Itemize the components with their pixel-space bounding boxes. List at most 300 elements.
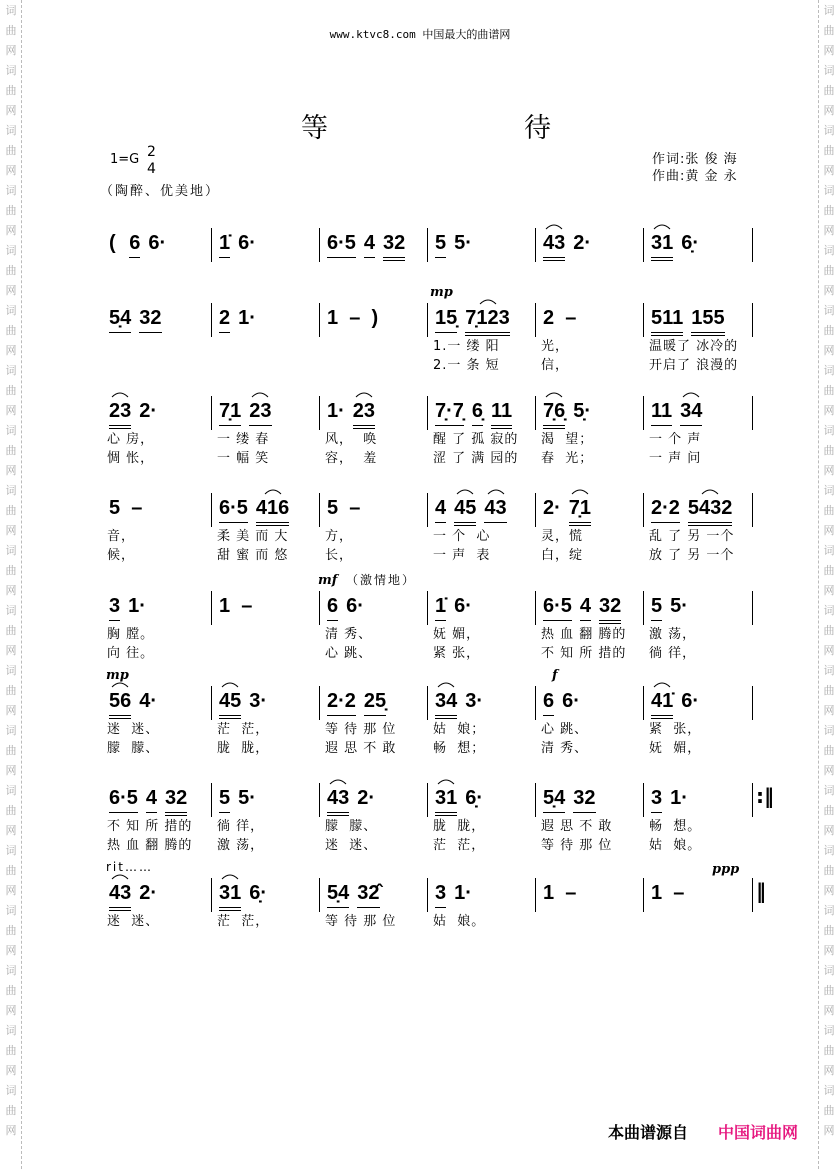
note-group: 6 xyxy=(543,690,554,716)
lyric-text: 徜 徉， xyxy=(649,646,697,661)
barline xyxy=(427,493,428,527)
title-char-2: 待 xyxy=(524,113,551,144)
measure xyxy=(435,787,491,817)
slur-mark xyxy=(571,488,589,495)
note-group: 32 xyxy=(573,787,595,813)
watermark-char: 词 xyxy=(5,664,17,677)
slur-mark xyxy=(264,488,282,495)
lyric-text: 温暖了 冰冷的 xyxy=(649,339,739,354)
watermark-char: 网 xyxy=(823,704,835,717)
watermark-char: 词 xyxy=(823,364,835,377)
barline xyxy=(535,878,536,912)
watermark-char: 网 xyxy=(5,164,17,177)
note-group: 23 xyxy=(109,400,131,429)
watermark-char: 曲 xyxy=(5,564,17,577)
note-group: 5̣4 xyxy=(109,307,131,333)
slur-mark xyxy=(355,391,373,398)
note-group: 6· xyxy=(238,232,256,254)
lyric-text: 乱 了 另 一个 xyxy=(649,529,735,544)
slur-mark xyxy=(701,488,719,495)
watermark-char: 词 xyxy=(823,544,835,557)
lyric-text: 信， xyxy=(541,358,570,373)
measure xyxy=(219,307,264,337)
watermark-char: 词 xyxy=(5,724,17,737)
barline xyxy=(427,686,428,720)
note-group: 6̣ xyxy=(472,400,483,426)
lyric-text: 紧 张， xyxy=(433,646,481,661)
watermark-char: 词 xyxy=(5,484,17,497)
lyric-text: 甜 蜜 而 悠 xyxy=(217,548,289,563)
measure xyxy=(327,882,388,912)
watermark-char: 网 xyxy=(5,464,17,477)
watermark-char: 曲 xyxy=(823,384,835,397)
note-group: 6̣· xyxy=(249,882,268,904)
lyric-text: 畅 想； xyxy=(433,741,486,756)
note-group: 4 xyxy=(364,232,375,258)
footer-source-site[interactable]: 中国词曲网 xyxy=(718,1123,799,1142)
site-header: www.ktvc8.com 中国最大的曲谱网 xyxy=(329,28,511,41)
watermark-char: 词 xyxy=(5,4,17,17)
watermark-char: 网 xyxy=(823,1064,835,1077)
note-group: 5 xyxy=(219,787,230,813)
note-group: 6̣· xyxy=(465,787,484,809)
watermark-char: 网 xyxy=(5,224,17,237)
note-group: 11 xyxy=(651,400,672,426)
note-group: 3· xyxy=(465,690,484,712)
slur-mark xyxy=(545,391,563,398)
barline xyxy=(752,686,753,720)
watermark-char: 词 xyxy=(823,604,835,617)
dynamic-mark: mf xyxy=(318,573,338,588)
time-sig-bottom: 4 xyxy=(147,161,156,177)
barline xyxy=(535,303,536,337)
barline xyxy=(643,493,644,527)
watermark-char: 网 xyxy=(5,1124,17,1137)
lyric-text: 清 秀、 xyxy=(541,741,589,756)
lyric-text: 遐 思 不 敢 xyxy=(541,819,613,834)
note-group: 1· xyxy=(327,400,345,422)
lyric-text: 迷 迷、 xyxy=(325,838,378,853)
watermark-char: 词 xyxy=(5,1024,17,1037)
lyric-text: 醒 了 孤 寂的 xyxy=(433,432,519,447)
note-group: 6̣· xyxy=(681,232,700,254)
watermark-char: 词 xyxy=(823,124,835,137)
watermark-char: 词 xyxy=(5,784,17,797)
watermark-char: 网 xyxy=(5,1064,17,1077)
time-sig-top: 2 xyxy=(147,144,156,160)
note-group: 2 – xyxy=(543,307,577,329)
barline xyxy=(427,396,428,430)
watermark-char: 词 xyxy=(5,424,17,437)
watermark-char: 曲 xyxy=(5,1044,17,1057)
barline xyxy=(643,783,644,817)
measure xyxy=(219,232,264,262)
barline xyxy=(752,396,753,430)
note-group: 23 xyxy=(249,400,271,426)
watermark-char: 词 xyxy=(823,1084,835,1097)
lyric-text: 心 跳、 xyxy=(541,722,589,737)
watermark-char: 词 xyxy=(5,364,17,377)
barline xyxy=(211,303,212,337)
slur-mark xyxy=(653,223,671,230)
lyric-text: 放 了 另 一个 xyxy=(649,548,735,563)
slur-mark xyxy=(437,681,455,688)
note-group: 32̂ xyxy=(357,882,379,908)
note-group: 416 xyxy=(256,497,289,526)
barline xyxy=(535,591,536,625)
title-char-1: 等 xyxy=(301,113,328,144)
note-group: 1̇ xyxy=(435,595,446,621)
lyricist-credit: 作词:张 俊 海 xyxy=(652,152,738,167)
watermark-char: 曲 xyxy=(5,924,17,937)
note-group: 1̇ xyxy=(219,232,230,258)
lyric-text: 激 荡， xyxy=(217,838,265,853)
watermark-char: 网 xyxy=(5,704,17,717)
measure xyxy=(651,400,710,430)
barline xyxy=(211,878,212,912)
watermark-char: 网 xyxy=(823,164,835,177)
slur-mark xyxy=(221,873,239,880)
watermark-char: 网 xyxy=(5,104,17,117)
watermark-char: 网 xyxy=(5,344,17,357)
barline xyxy=(319,493,320,527)
measure xyxy=(651,232,707,262)
note-group: 43 xyxy=(327,787,349,816)
measure xyxy=(435,690,491,720)
footer-source-label: 本曲谱源自 xyxy=(608,1123,689,1142)
measure xyxy=(651,595,696,625)
watermark-char: 曲 xyxy=(823,144,835,157)
lyric-text: 遐 思 不 敢 xyxy=(325,741,397,756)
note-group: 4 xyxy=(435,497,446,523)
watermark-char: 词 xyxy=(823,904,835,917)
lyric-text: 不 知 所 措的 xyxy=(541,646,627,661)
lyric-text: 一 缕 春 xyxy=(217,432,270,447)
measure xyxy=(219,595,260,625)
note-group: 1 – ) xyxy=(327,307,379,329)
measure xyxy=(651,497,740,527)
margin-line-left xyxy=(21,0,22,1169)
note-group: 2·2 xyxy=(327,690,356,716)
watermark-char: 词 xyxy=(823,664,835,677)
barline xyxy=(211,686,212,720)
measure xyxy=(651,307,733,337)
lyric-text: 惆 怅， xyxy=(107,451,155,466)
watermark-char: 词 xyxy=(823,424,835,437)
lyric-text: 心 房， xyxy=(107,432,155,447)
watermark-char: 词 xyxy=(823,844,835,857)
note-group: 31 xyxy=(219,882,241,911)
note-group: 5̣· xyxy=(573,400,592,422)
lyric-text: 迷 迷、 xyxy=(107,914,160,929)
watermark-char: 网 xyxy=(5,44,17,57)
watermark-char: 曲 xyxy=(823,24,835,37)
note-group: 6 xyxy=(129,232,140,258)
watermark-char: 网 xyxy=(823,104,835,117)
measure xyxy=(109,307,170,337)
barline xyxy=(535,686,536,720)
watermark-char: 网 xyxy=(5,1004,17,1017)
measure xyxy=(327,400,383,430)
watermark-char: 网 xyxy=(823,764,835,777)
barline xyxy=(752,303,753,337)
slur-mark xyxy=(437,778,455,785)
barline xyxy=(319,783,320,817)
lyric-text: 胸 膛。 xyxy=(107,627,155,642)
watermark-char: 曲 xyxy=(5,384,17,397)
note-group: 2· xyxy=(543,497,561,519)
lyric-text: 2.一 条 短 xyxy=(433,358,500,373)
barline xyxy=(643,591,644,625)
note-group: 6· xyxy=(454,595,472,617)
note-group: 6 xyxy=(327,595,338,621)
watermark-char: 词 xyxy=(5,304,17,317)
lyric-text: 一 幅 笑 xyxy=(217,451,270,466)
measure xyxy=(109,497,150,527)
watermark-char: 网 xyxy=(5,764,17,777)
margin-line-right xyxy=(818,0,819,1169)
measure xyxy=(109,232,174,262)
barline xyxy=(319,228,320,262)
watermark-char: 曲 xyxy=(5,864,17,877)
barline xyxy=(319,686,320,720)
lyric-text: 渴 望； xyxy=(541,432,594,447)
slur-mark xyxy=(111,391,129,398)
barline xyxy=(427,228,428,262)
lyric-text: 茫 茫， xyxy=(217,914,270,929)
note-group: 7̣123 xyxy=(465,307,510,336)
watermark-char: 网 xyxy=(5,524,17,537)
lyric-text: 热 血 翻 腾的 xyxy=(107,838,193,853)
measure xyxy=(543,690,588,720)
note-group: 6· xyxy=(562,690,580,712)
barline xyxy=(211,396,212,430)
watermark-char: 曲 xyxy=(5,84,17,97)
watermark-char: 曲 xyxy=(5,504,17,517)
expression-mark: （激情地） xyxy=(346,573,417,587)
dynamic-mark: ppp xyxy=(712,862,740,877)
note-group: 41̇ xyxy=(651,690,673,719)
note-group: 3 xyxy=(651,787,662,813)
watermark-char: 词 xyxy=(5,64,17,77)
watermark-char: 网 xyxy=(5,884,17,897)
lyric-text: 等 待 那 位 xyxy=(541,838,613,853)
lyric-text: 一 个 心 xyxy=(433,529,491,544)
watermark-char: 曲 xyxy=(5,444,17,457)
watermark-char: 曲 xyxy=(5,324,17,337)
note-group: 1 – xyxy=(543,882,577,904)
measure xyxy=(327,232,413,262)
watermark-char: 曲 xyxy=(5,264,17,277)
barline xyxy=(535,493,536,527)
slur-mark xyxy=(487,488,505,495)
watermark-char: 网 xyxy=(823,884,835,897)
barline xyxy=(643,303,644,337)
watermark-char: 词 xyxy=(5,124,17,137)
note-group: 511 xyxy=(651,307,683,336)
watermark-char: 曲 xyxy=(823,744,835,757)
lyric-text: 徜 徉， xyxy=(217,819,265,834)
note-group: 1· xyxy=(670,787,688,809)
watermark-char: 词 xyxy=(5,604,17,617)
lyric-text: 热 血 翻 腾的 xyxy=(541,627,627,642)
slur-mark xyxy=(329,778,347,785)
barline xyxy=(319,303,320,337)
lyric-text: 茫 茫， xyxy=(433,838,486,853)
watermark-char: 曲 xyxy=(823,1044,835,1057)
barline xyxy=(319,591,320,625)
measure xyxy=(109,882,165,912)
watermark-char: 词 xyxy=(823,4,835,17)
watermark-char: 曲 xyxy=(823,624,835,637)
measure xyxy=(219,882,275,912)
watermark-char: 曲 xyxy=(823,444,835,457)
lyric-text: 心 跳、 xyxy=(325,646,373,661)
measure xyxy=(543,787,604,817)
measure xyxy=(327,497,368,527)
watermark-char: 曲 xyxy=(823,864,835,877)
note-group: 43 xyxy=(109,882,131,911)
lyric-text: 朦 朦、 xyxy=(325,819,378,834)
lyric-text: 清 秀、 xyxy=(325,627,373,642)
watermark-char: 词 xyxy=(5,544,17,557)
watermark-char: 网 xyxy=(823,1004,835,1017)
note-group: 5 xyxy=(651,595,662,621)
watermark-char: 网 xyxy=(823,224,835,237)
note-group: 1 – xyxy=(219,595,253,617)
barline xyxy=(535,228,536,262)
note-group: 3 xyxy=(109,595,120,621)
barline xyxy=(211,493,212,527)
lyric-text: 胧 胧， xyxy=(217,741,270,756)
note-group: 5 – xyxy=(109,497,143,519)
lyric-text: 一 声 表 xyxy=(433,548,491,563)
note-group: 45 xyxy=(454,497,476,526)
note-group: 15̣ xyxy=(435,307,457,333)
watermark-char: 词 xyxy=(823,964,835,977)
note-group: 34 xyxy=(680,400,702,426)
note-group: 2 xyxy=(219,307,230,333)
lyric-text: 姑 娘； xyxy=(433,722,486,737)
note-group: 32 xyxy=(599,595,621,624)
measure xyxy=(651,787,696,817)
note-group: 5· xyxy=(670,595,688,617)
watermark-char: 词 xyxy=(823,724,835,737)
watermark-char: 网 xyxy=(823,944,835,957)
note-group: 2· xyxy=(357,787,376,809)
lyric-text: 1.一 缕 阳 xyxy=(433,339,500,354)
watermark-char: 网 xyxy=(823,404,835,417)
note-group: 31 xyxy=(435,787,457,816)
barline xyxy=(427,591,428,625)
watermark-char: 网 xyxy=(5,644,17,657)
slur-mark xyxy=(653,681,671,688)
dynamic-mark: mp xyxy=(430,285,453,300)
lyric-text: 一 声 问 xyxy=(649,451,702,466)
note-group: 6· xyxy=(148,232,167,254)
watermark-char: 曲 xyxy=(5,744,17,757)
watermark-char: 词 xyxy=(5,184,17,197)
lyric-text: 紧 张， xyxy=(649,722,702,737)
note-group: 5432 xyxy=(688,497,733,526)
lyric-text: 不 知 所 措的 xyxy=(107,819,193,834)
lyric-text: 白，绽 xyxy=(541,548,584,563)
note-group: 5· xyxy=(454,232,472,254)
watermark-char: 网 xyxy=(823,644,835,657)
measure xyxy=(109,787,195,817)
measure xyxy=(219,400,280,430)
slur-mark xyxy=(545,223,563,230)
lyric-text: 妩 媚， xyxy=(649,741,702,756)
watermark-char: 网 xyxy=(823,824,835,837)
measure xyxy=(543,232,599,262)
watermark-char: 网 xyxy=(5,944,17,957)
barline xyxy=(319,878,320,912)
barline xyxy=(535,783,536,817)
note-group: 32 xyxy=(383,232,405,261)
slur-mark xyxy=(479,298,497,305)
watermark-char: 曲 xyxy=(5,624,17,637)
watermark-char: 网 xyxy=(5,584,17,597)
measure xyxy=(219,497,297,527)
lyric-text: 开启了 浪漫的 xyxy=(649,358,739,373)
watermark-char: 曲 xyxy=(5,684,17,697)
watermark-char: 网 xyxy=(823,584,835,597)
lyric-text: 候， xyxy=(107,548,136,563)
note-group: 6·5 xyxy=(327,232,356,258)
note-group: 5 – xyxy=(327,497,361,519)
watermark-char: 网 xyxy=(5,824,17,837)
note-group: 155 xyxy=(691,307,724,336)
measure xyxy=(327,787,383,817)
barline xyxy=(211,228,212,262)
note-group: 43 xyxy=(543,232,565,261)
barline xyxy=(643,878,644,912)
watermark-char: 网 xyxy=(823,464,835,477)
barline xyxy=(211,591,212,625)
note-group: 6·5 xyxy=(543,595,572,621)
slur-mark xyxy=(456,488,474,495)
watermark-char: 曲 xyxy=(823,924,835,937)
watermark-char: 词 xyxy=(5,844,17,857)
lyric-text: 方， xyxy=(325,529,354,544)
measure xyxy=(327,307,386,337)
note-group: 6·5 xyxy=(219,497,248,523)
lyric-text: 朦 朦、 xyxy=(107,741,160,756)
measure xyxy=(651,882,692,912)
note-group: 11 xyxy=(491,400,512,429)
slur-mark xyxy=(111,873,129,880)
measure xyxy=(435,307,518,337)
barline xyxy=(427,878,428,912)
note-group: 34 xyxy=(435,690,457,719)
watermark-char: 曲 xyxy=(823,984,835,997)
note-group: 4 xyxy=(580,595,591,621)
lyric-text: 长， xyxy=(325,548,354,563)
measure xyxy=(543,882,584,912)
barline xyxy=(643,686,644,720)
note-group: 1 – xyxy=(651,882,685,904)
measure xyxy=(109,595,154,625)
note-group: 2· xyxy=(573,232,592,254)
dynamic-mark: f xyxy=(552,668,558,683)
note-group: 32 xyxy=(165,787,187,816)
measure xyxy=(435,882,480,912)
watermark-char: 网 xyxy=(5,404,17,417)
barline xyxy=(752,878,753,912)
lyric-text: 胧 胧， xyxy=(433,819,486,834)
lyric-text: 畅 想。 xyxy=(649,819,702,834)
